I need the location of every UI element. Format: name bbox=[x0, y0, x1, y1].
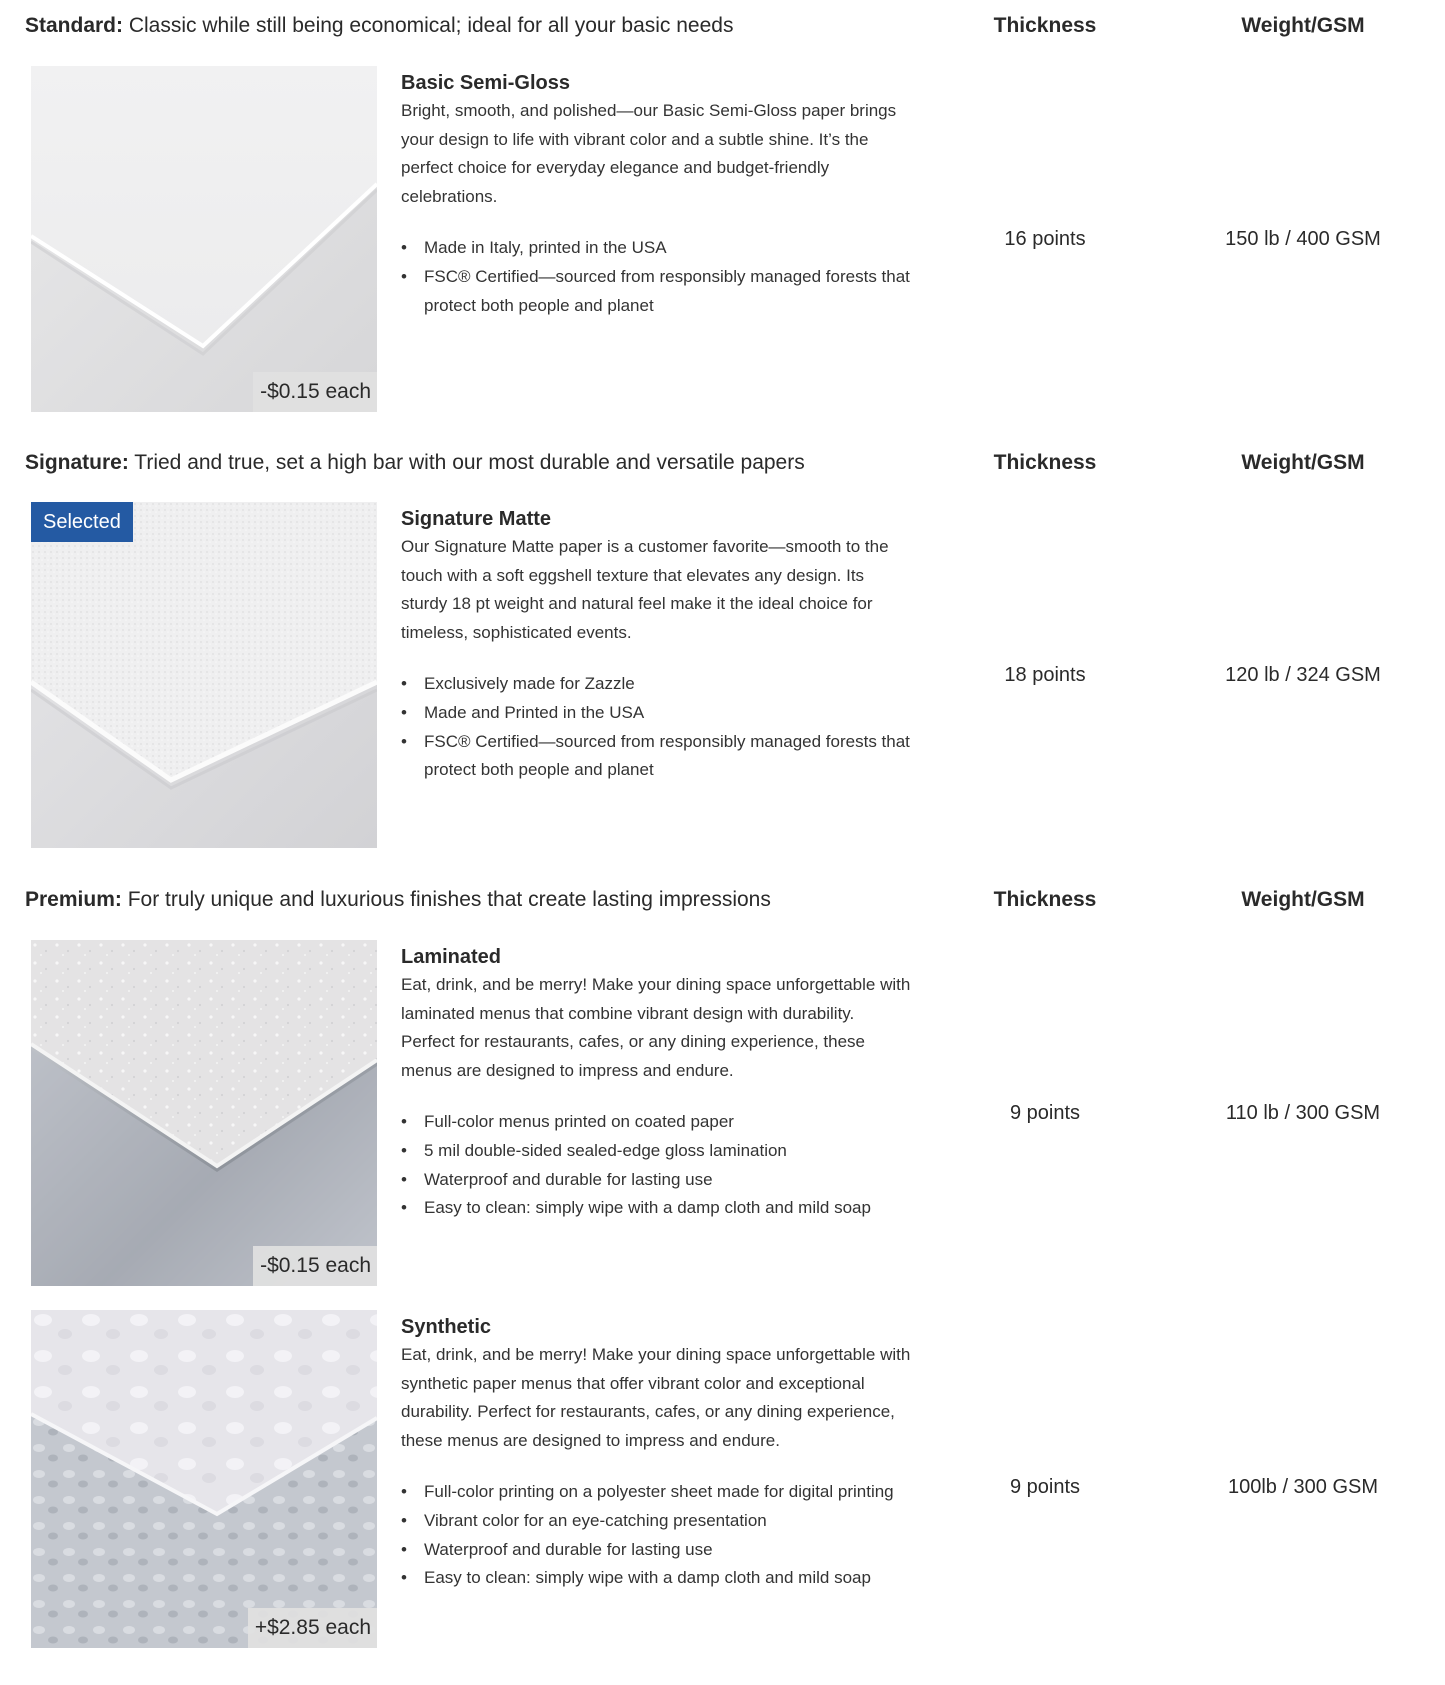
weight-value: 150 lb / 400 GSM bbox=[1225, 228, 1381, 250]
list-item: • Full-color menus printed on coated paper bbox=[401, 1108, 911, 1137]
paper-info bbox=[401, 502, 911, 785]
thickness-value: 16 points bbox=[1004, 228, 1086, 250]
list-item: • 5 mil double-sided sealed-edge gloss lamination bbox=[401, 1137, 911, 1166]
tier-tagline: Classic while still being economical; ideal for all your basic needs bbox=[123, 14, 734, 37]
list-item: • Made in Italy, printed in the USA bbox=[401, 234, 911, 263]
tier-tagline: For truly unique and luxurious finishes that create lasting impressions bbox=[121, 888, 771, 911]
thickness-value: 9 points bbox=[1009, 1476, 1081, 1498]
paper-description: Eat, drink, and be merry! Make your dining space unforgettable with laminated menus that combine vibrant design with durability. Perfect for restaurants, cafes, or any dining experience, these menus are designed to impress and endure. bbox=[401, 975, 911, 1080]
list-item: • Full-color printing on a polyester sheet made for digital printing bbox=[401, 1478, 911, 1507]
paper-swatch-image bbox=[31, 1310, 377, 1648]
thickness-header: Thickness bbox=[993, 888, 1097, 911]
weight-value: 110 lb / 300 GSM bbox=[1225, 1102, 1381, 1124]
thickness-header: Thickness bbox=[993, 451, 1097, 474]
selected-badge: Selected bbox=[31, 502, 133, 542]
paper-thumbnail[interactable] bbox=[31, 940, 377, 1286]
weight-value: 120 lb / 324 GSM bbox=[1225, 664, 1381, 686]
paper-description: Eat, drink, and be merry! Make your dining space unforgettable with synthetic paper menus that offer vibrant color and exceptional durability. Perfect for restaurants, cafes, or any dining experience, these menus are designed to impress and endure. bbox=[401, 1345, 911, 1450]
paper-swatch-image bbox=[31, 502, 377, 848]
weight-header: Weight/GSM bbox=[1241, 451, 1365, 474]
thickness-header: Thickness bbox=[993, 14, 1097, 37]
price-tag: -$0.15 each bbox=[253, 372, 377, 412]
thickness-value: 18 points bbox=[1004, 664, 1086, 686]
section-title bbox=[25, 886, 771, 914]
weight-value: 100lb / 300 GSM bbox=[1227, 1476, 1379, 1498]
tier-tagline: Tried and true, set a high bar with our most durable and versatile papers bbox=[128, 451, 805, 474]
weight-header: Weight/GSM bbox=[1241, 888, 1365, 911]
paper-description: Our Signature Matte paper is a customer favorite—smooth to the touch with a soft eggshell texture that elevates any design. Its sturdy 18 pt weight and natural feel make it the ideal choice for timeless, sophisticated events. bbox=[401, 537, 889, 642]
list-item: • Exclusively made for Zazzle bbox=[401, 670, 911, 699]
paper-name: Synthetic bbox=[401, 1316, 492, 1338]
price-tag: +$2.85 each bbox=[248, 1608, 377, 1648]
paper-swatch-image bbox=[31, 66, 377, 412]
tier-label: Standard: bbox=[25, 14, 124, 37]
section-title bbox=[25, 12, 733, 40]
feature-list bbox=[401, 670, 911, 784]
paper-name: Laminated bbox=[401, 946, 502, 968]
tier-label: Signature: bbox=[25, 451, 129, 474]
list-item: • Easy to clean: simply wipe with a damp cloth and mild soap bbox=[401, 1564, 911, 1593]
tier-label: Premium: bbox=[25, 888, 122, 911]
paper-info bbox=[401, 66, 911, 320]
paper-name: Signature Matte bbox=[401, 508, 552, 530]
feature-list bbox=[401, 234, 911, 320]
paper-info bbox=[401, 1310, 911, 1593]
list-item: • Waterproof and durable for lasting use bbox=[401, 1166, 911, 1195]
paper-swatch-image bbox=[31, 940, 377, 1286]
paper-description: Bright, smooth, and polished—our Basic Semi-Gloss paper brings your design to life with vibrant color and a subtle shine. It’s the perfect choice for everyday elegance and budget-friendly celebrations. bbox=[401, 101, 897, 206]
list-item: • Waterproof and durable for lasting use bbox=[401, 1536, 911, 1565]
list-item: • Vibrant color for an eye-catching presentation bbox=[401, 1507, 911, 1536]
paper-thumbnail-selected[interactable] bbox=[31, 502, 377, 848]
paper-thumbnail[interactable] bbox=[31, 66, 377, 412]
feature-list bbox=[401, 1478, 911, 1592]
paper-name: Basic Semi-Gloss bbox=[401, 72, 570, 94]
list-item: • Easy to clean: simply wipe with a damp cloth and mild soap bbox=[401, 1194, 911, 1223]
list-item: • FSC® Certified—sourced from responsibly managed forests that protect both people and planet bbox=[401, 263, 911, 320]
feature-list bbox=[401, 1108, 911, 1222]
thickness-value: 9 points bbox=[1009, 1102, 1081, 1124]
weight-header: Weight/GSM bbox=[1241, 14, 1365, 37]
paper-thumbnail[interactable] bbox=[31, 1310, 377, 1648]
price-tag: -$0.15 each bbox=[253, 1246, 377, 1286]
list-item: • FSC® Certified—sourced from responsibly managed forests that protect both people and planet bbox=[401, 728, 911, 785]
section-title bbox=[25, 449, 805, 477]
paper-info bbox=[401, 940, 911, 1223]
list-item: • Made and Printed in the USA bbox=[401, 699, 911, 728]
